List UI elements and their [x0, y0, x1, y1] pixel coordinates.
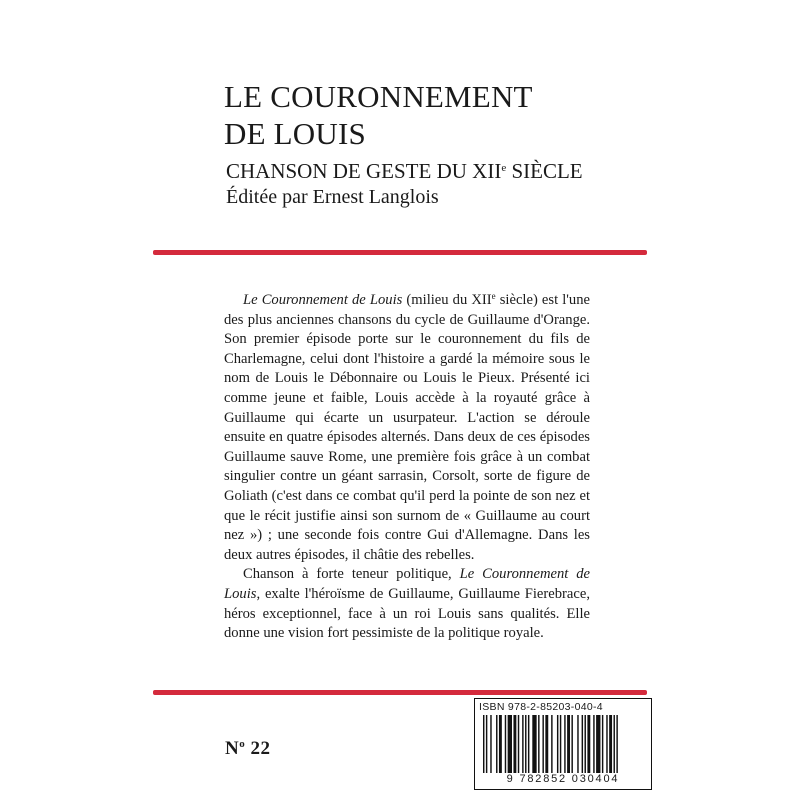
blurb-paragraph-2 — [224, 565, 590, 643]
blurb-p1-part-a: (milieu du — [402, 292, 472, 308]
number-value: 22 — [245, 738, 271, 759]
title-line-2: DE LOUIS — [224, 116, 366, 151]
blurb-paragraph-1 — [224, 287, 590, 565]
blurb-p2-part-b: , exalte l'héroïsme de Guillaume, Guillaume Fierebrace, héros exceptionnel, face à un roi Louis sans qualités. Elle donne une vision fort pessimiste de la politique royale. — [224, 585, 590, 642]
blurb-p2-part-a: Chanson à forte teneur politique, — [243, 566, 460, 583]
isbn-barcode-box — [474, 698, 652, 790]
subtitle-superscript: e — [501, 162, 507, 174]
book-subtitle — [226, 155, 583, 184]
number-superscript: o — [239, 738, 246, 750]
isbn-label: ISBN 978-2-85203-040-4 — [479, 701, 603, 713]
book-title — [224, 78, 533, 152]
blurb-p1-part-b: siècle) est l'une des plus anciennes chansons du cycle de Guillaume d'Orange. Son premier épisode porte sur le couronnement du fils de Charlemagne, celui dont l'histoire a gardé la mémoire sous le nom de Louis le Débonnaire ou Louis le Pieux. Présenté ici comme jeune et faible, Louis accède à la royauté grâce à Guillaume qui écarte un usurpateur. L'action se déroule ensuite en quatre épisodes alternés. Dans deux de ces épisodes Guillaume sauve Rome, une première fois grâce à un combat singulier contre un géant sarrasin, Corsolt, sorte de figure de Goliath (c'est dans ce combat qu'il perd la pointe de son nez et que le récit justifie ainsi son surnom de « Guillaume au court nez ») ; une seconde fois contre Gui d'Allemagne. Dans les deux autres épisodes, il châtie des rebelles. — [224, 292, 590, 563]
blurb-title-ref-2: Le Couronnement de Louis — [224, 566, 591, 602]
subtitle-main: CHANSON DE GESTE DU XII — [226, 159, 502, 183]
series-number — [225, 738, 270, 760]
barcode-icon — [481, 715, 645, 773]
editor-credit: Éditée par Ernest Langlois — [226, 186, 439, 208]
blurb-century-sup: e — [491, 291, 496, 301]
blurb-title-ref: Le Couronnement de Louis — [243, 292, 403, 308]
blurb-century: XII — [471, 292, 492, 308]
number-prefix: N — [225, 738, 240, 759]
blurb-text — [224, 287, 590, 644]
barcode-digits: 9 782852 030404 — [506, 773, 620, 785]
bottom-red-rule — [153, 690, 647, 695]
title-line-1: LE COURONNEMENT — [224, 79, 533, 114]
top-red-rule — [153, 250, 647, 255]
subtitle-end: SIÈCLE — [506, 159, 583, 183]
